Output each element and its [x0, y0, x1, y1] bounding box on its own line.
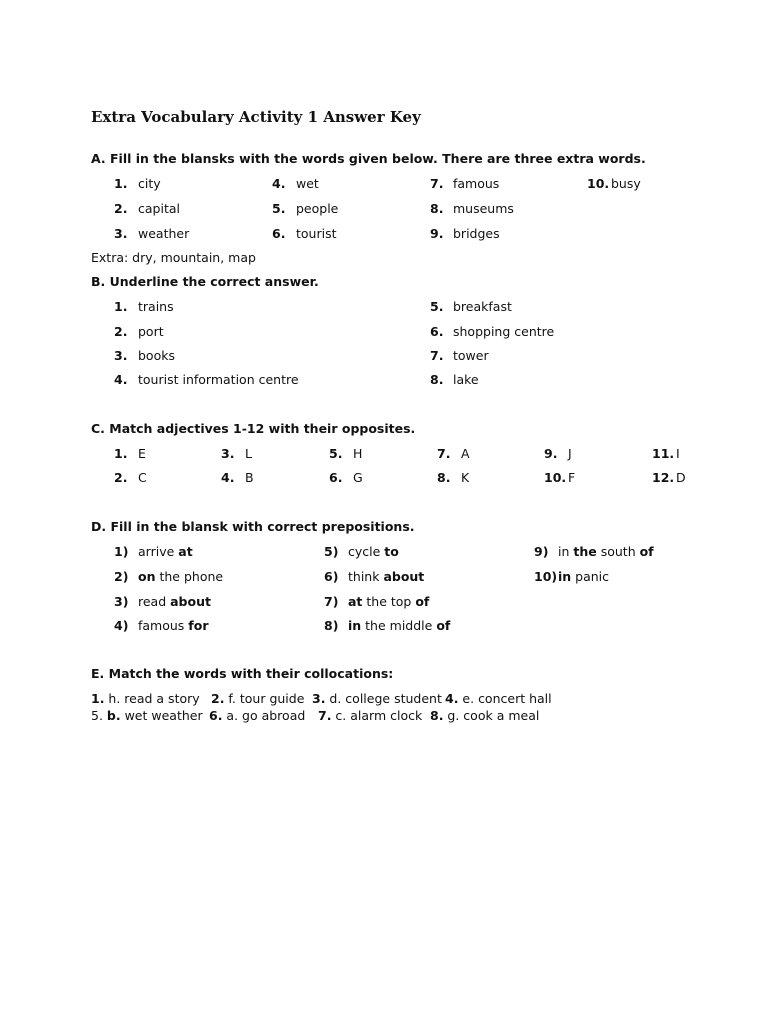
c-num-7: 7.: [437, 446, 451, 461]
c-answer-1: E: [138, 446, 146, 461]
a-num-6: 6.: [272, 226, 286, 241]
d-num-8: 8): [324, 618, 339, 633]
b-answer-5: breakfast: [453, 299, 512, 314]
c-num-6: 6.: [329, 470, 343, 485]
d-answer-4: famous for: [138, 618, 209, 633]
a-num-7: 7.: [430, 176, 444, 191]
b-num-7: 7.: [430, 348, 444, 363]
a-num-5: 5.: [272, 201, 286, 216]
d-answer-10: in panic: [558, 569, 610, 584]
a-num-1: 1.: [114, 176, 128, 191]
c-answer-6: G: [353, 470, 363, 485]
a-answer-2: capital: [138, 201, 180, 216]
d-answer-8: in the middle of: [348, 618, 451, 633]
b-answer-1: trains: [138, 299, 174, 314]
b-answer-2: port: [138, 324, 164, 339]
c-num-2: 2.: [114, 470, 128, 485]
d-num-3: 3): [114, 594, 129, 609]
c-answer-9: J: [568, 446, 572, 461]
d-num-4: 4): [114, 618, 129, 633]
e-answer-3: 3. d. college student: [312, 691, 442, 706]
b-num-8: 8.: [430, 372, 444, 387]
b-num-1: 1.: [114, 299, 128, 314]
e-answer-8: 8. g. cook a meal: [430, 708, 540, 723]
page-title: Extra Vocabulary Activity 1 Answer Key: [91, 108, 421, 126]
a-extra-words: Extra: dry, mountain, map: [91, 250, 256, 265]
a-answer-8: museums: [453, 201, 514, 216]
a-answer-5: people: [296, 201, 339, 216]
c-num-12: 12.: [652, 470, 675, 485]
d-num-7: 7): [324, 594, 339, 609]
b-num-6: 6.: [430, 324, 444, 339]
d-answer-6: think about: [348, 569, 425, 584]
d-answer-5: cycle to: [348, 544, 399, 559]
a-num-10: 10.: [587, 176, 610, 191]
d-answer-9: in the south of: [558, 544, 654, 559]
d-num-9: 9): [534, 544, 549, 559]
section-a-heading: A. Fill in the blansks with the words given below. There are three extra words.: [91, 151, 646, 166]
c-answer-3: L: [245, 446, 252, 461]
e-answer-7: 7. c. alarm clock: [318, 708, 423, 723]
d-num-10: 10): [534, 569, 558, 584]
a-num-9: 9.: [430, 226, 444, 241]
c-num-11: 11.: [652, 446, 675, 461]
c-answer-11: I: [676, 446, 680, 461]
a-answer-6: tourist: [296, 226, 337, 241]
a-answer-3: weather: [138, 226, 190, 241]
c-num-4: 4.: [221, 470, 235, 485]
b-answer-6: shopping centre: [453, 324, 555, 339]
c-answer-5: H: [353, 446, 363, 461]
d-answer-2: on the phone: [138, 569, 224, 584]
d-answer-1: arrive at: [138, 544, 193, 559]
b-answer-4: tourist information centre: [138, 372, 299, 387]
c-answer-8: K: [461, 470, 470, 485]
b-answer-3: books: [138, 348, 175, 363]
c-answer-12: D: [676, 470, 686, 485]
c-answer-7: A: [461, 446, 470, 461]
a-num-2: 2.: [114, 201, 128, 216]
b-answer-7: tower: [453, 348, 489, 363]
a-answer-9: bridges: [453, 226, 500, 241]
section-c-heading: C. Match adjectives 1-12 with their opposites.: [91, 421, 416, 436]
a-num-4: 4.: [272, 176, 286, 191]
a-answer-1: city: [138, 176, 161, 191]
d-num-2: 2): [114, 569, 129, 584]
e-answer-2: 2. f. tour guide: [211, 691, 305, 706]
c-answer-10: F: [568, 470, 576, 485]
a-answer-10: busy: [611, 176, 641, 191]
e-answer-6: 6. a. go abroad: [209, 708, 306, 723]
section-b-heading: B. Underline the correct answer.: [91, 274, 319, 289]
c-num-5: 5.: [329, 446, 343, 461]
d-num-1: 1): [114, 544, 129, 559]
b-num-4: 4.: [114, 372, 128, 387]
b-num-3: 3.: [114, 348, 128, 363]
b-num-5: 5.: [430, 299, 444, 314]
d-answer-7: at the top of: [348, 594, 430, 609]
c-num-10: 10.: [544, 470, 567, 485]
a-answer-7: famous: [453, 176, 500, 191]
section-e-heading: E. Match the words with their collocations:: [91, 666, 394, 681]
c-num-3: 3.: [221, 446, 235, 461]
a-num-8: 8.: [430, 201, 444, 216]
c-answer-4: B: [245, 470, 254, 485]
b-num-2: 2.: [114, 324, 128, 339]
c-num-1: 1.: [114, 446, 128, 461]
c-num-9: 9.: [544, 446, 558, 461]
c-num-8: 8.: [437, 470, 451, 485]
d-num-5: 5): [324, 544, 339, 559]
e-answer-4: 4. e. concert hall: [445, 691, 552, 706]
e-answer-5: 5. b. wet weather: [91, 708, 203, 723]
d-answer-3: read about: [138, 594, 211, 609]
b-answer-8: lake: [453, 372, 479, 387]
a-num-3: 3.: [114, 226, 128, 241]
c-answer-2: C: [138, 470, 147, 485]
a-answer-4: wet: [296, 176, 319, 191]
section-d-heading: D. Fill in the blansk with correct prepositions.: [91, 519, 415, 534]
d-num-6: 6): [324, 569, 339, 584]
e-answer-1: 1. h. read a story: [91, 691, 200, 706]
